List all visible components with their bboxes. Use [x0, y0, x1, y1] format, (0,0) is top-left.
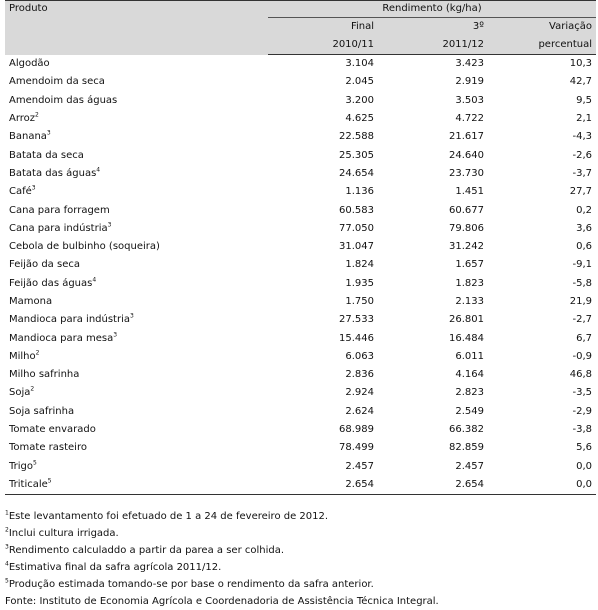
table-row	[5, 110, 596, 128]
cell-3-2011-12: 3.503	[455, 94, 484, 106]
cell-variacao: -2,7	[572, 314, 592, 326]
footnote-text: Rendimento calculaddo a partir da parea a ser colhida.	[8, 545, 285, 556]
cell-produto	[5, 73, 268, 91]
cell-variacao: 27,7	[569, 186, 592, 198]
cell-variacao: -4,3	[572, 131, 592, 143]
produto-label: Soja	[9, 387, 31, 399]
yield-table-container	[5, 0, 596, 495]
cell-final-2010-11: 1.824	[345, 259, 374, 271]
footnote-marker: 3	[107, 221, 112, 229]
cell-final-2010-11: 4.625	[345, 113, 374, 125]
footnote-marker: 2	[35, 111, 39, 119]
cell-variacao: 0,0	[488, 476, 596, 495]
cell-produto	[5, 329, 268, 347]
cell-produto	[5, 110, 268, 128]
yield-table	[5, 0, 596, 495]
table-row	[5, 256, 596, 274]
footnote-marker: 3	[31, 184, 36, 192]
cell-3-2011-12: 2.549	[455, 405, 484, 417]
produto-label: Triticale	[9, 478, 48, 490]
table-row	[5, 201, 596, 219]
table-row	[5, 238, 596, 256]
table-row	[5, 293, 596, 311]
footnote	[5, 559, 596, 576]
cell-final-2010-11: 2.924	[345, 387, 374, 399]
cell-produto	[5, 476, 268, 495]
cell-final-2010-11: 3.104	[345, 58, 374, 70]
table-row	[5, 146, 596, 164]
table-row	[5, 55, 596, 74]
header-produto: Produto	[5, 1, 268, 55]
footnote	[5, 508, 596, 525]
cell-3-2011-12: 60.677	[449, 204, 484, 216]
footnote-marker: 3	[130, 312, 134, 320]
cell-final-2010-11: 15.446	[339, 332, 374, 344]
cell-3-2011-12: 31.242	[449, 241, 484, 253]
cell-3-2011-12: 2.654	[378, 476, 488, 495]
cell-produto	[5, 128, 268, 146]
cell-produto	[5, 256, 268, 274]
cell-final-2010-11: 1.750	[345, 296, 374, 307]
footnote-marker: 5	[47, 477, 52, 485]
cell-variacao: 0,0	[576, 460, 592, 472]
cell-final-2010-11: 78.499	[339, 442, 374, 454]
footnote-marker: 3	[113, 331, 118, 339]
cell-variacao: 0,6	[576, 241, 592, 253]
produto-label: Cana para forragem	[9, 204, 110, 216]
cell-variacao: -3,7	[572, 167, 592, 179]
produto-label: Mandioca para indústria	[9, 314, 130, 326]
cell-produto	[5, 238, 268, 256]
cell-produto	[5, 421, 268, 439]
cell-variacao: -5,8	[572, 277, 592, 289]
cell-variacao: 0,2	[576, 204, 592, 216]
footnote-text: Estimativa final da safra agrícola 2011/12.	[8, 562, 222, 573]
cell-variacao: 3,6	[576, 222, 592, 234]
cell-3-2011-12: 24.640	[449, 149, 484, 161]
cell-final-2010-11: 60.583	[339, 204, 374, 216]
cell-3-2011-12: 2.919	[455, 76, 484, 88]
table-row	[5, 439, 596, 457]
cell-produto	[5, 384, 268, 402]
produto-label: Café	[9, 186, 32, 198]
produto-label: Batata da seca	[9, 149, 84, 161]
cell-variacao: 46,8	[569, 369, 592, 381]
header-col1-line1: Final	[350, 21, 374, 32]
cell-produto	[5, 92, 268, 110]
cell-final-2010-11: 2.624	[345, 405, 374, 417]
footnote-marker: 2	[30, 386, 35, 394]
produto-label: Feijão das águas	[9, 277, 93, 289]
cell-variacao: 6,7	[576, 332, 592, 344]
cell-3-2011-12: 26.801	[449, 314, 484, 326]
source-note	[5, 593, 596, 610]
produto-label: Batata das águas	[9, 167, 97, 179]
cell-produto	[5, 458, 268, 476]
table-row	[5, 421, 596, 439]
table-row	[5, 329, 596, 347]
cell-final-2010-11: 1.935	[345, 277, 374, 289]
table-row	[5, 476, 596, 495]
cell-variacao: 9,5	[576, 94, 592, 106]
produto-label: Cebola de bulbinho (soqueira)	[9, 241, 160, 253]
produto-label: Tomate envarado	[9, 424, 96, 436]
produto-label: Milho safrinha	[9, 369, 80, 381]
table-row	[5, 128, 596, 146]
cell-3-2011-12: 2.457	[455, 460, 484, 472]
cell-produto	[5, 293, 268, 311]
cell-produto	[5, 183, 268, 201]
cell-produto	[5, 311, 268, 329]
cell-produto	[5, 220, 268, 238]
table-row	[5, 275, 596, 293]
produto-label: Feijão da seca	[9, 259, 80, 271]
cell-3-2011-12: 1.823	[455, 277, 484, 289]
table-row	[5, 366, 596, 384]
cell-produto	[5, 201, 268, 219]
table-row	[5, 384, 596, 402]
cell-produto	[5, 275, 268, 293]
cell-variacao: -0,9	[572, 350, 592, 362]
cell-produto	[5, 439, 268, 457]
cell-final-2010-11: 1.136	[345, 186, 374, 198]
footnote	[5, 576, 596, 593]
cell-final-2010-11: 27.533	[339, 314, 374, 326]
cell-variacao: 42,7	[569, 76, 592, 88]
cell-3-2011-12: 2.133	[455, 296, 484, 307]
cell-3-2011-12: 79.806	[449, 222, 484, 234]
cell-3-2011-12: 1.657	[455, 259, 484, 271]
cell-final-2010-11: 6.063	[345, 350, 374, 362]
produto-label: Algodão	[9, 57, 50, 69]
cell-variacao: -3,5	[572, 387, 592, 399]
table-header	[5, 1, 596, 55]
cell-final-2010-11: 2.457	[345, 460, 374, 472]
cell-3-2011-12: 6.011	[455, 350, 484, 362]
cell-variacao: -9,1	[572, 259, 592, 271]
cell-3-2011-12: 66.382	[449, 424, 484, 436]
cell-variacao: 5,6	[576, 442, 592, 454]
cell-final-2010-11: 2.836	[345, 369, 374, 381]
cell-final-2010-11: 22.588	[339, 131, 374, 143]
cell-variacao: 21,9	[569, 296, 592, 307]
header-col3-line1: Variação	[549, 21, 592, 32]
cell-3-2011-12: 21.617	[449, 131, 484, 143]
header-rendimento: Rendimento (kg/ha)	[268, 1, 596, 18]
cell-final-2010-11: 68.989	[339, 424, 374, 436]
footnote-number: 4	[5, 560, 9, 568]
footnote-number: 3	[5, 543, 9, 551]
footnote-marker: 3	[46, 130, 51, 137]
table-row	[5, 348, 596, 366]
cell-variacao: -2,6	[572, 149, 592, 161]
cell-final-2010-11: 31.047	[339, 241, 374, 253]
footnote-marker: 4	[92, 276, 97, 284]
produto-label: Milho	[9, 350, 36, 362]
footnote	[5, 542, 596, 559]
cell-final-2010-11: 77.050	[339, 222, 374, 234]
header-col2-line1: 3º	[472, 21, 484, 32]
table-body	[5, 55, 596, 495]
produto-label: Cana para indústria	[9, 222, 108, 234]
footnote-text: Produção estimada tomando-se por base o rendimento da safra anterior.	[8, 579, 374, 590]
cell-3-2011-12: 2.823	[455, 387, 484, 399]
produto-label: Banana	[9, 131, 47, 143]
table-row	[5, 165, 596, 183]
footnote-number: 2	[5, 526, 9, 534]
footnote-marker: 5	[33, 459, 37, 467]
cell-variacao: -2,9	[572, 405, 592, 417]
produto-label: Mandioca para mesa	[9, 332, 114, 344]
footnote-marker: 4	[96, 166, 101, 174]
cell-3-2011-12: 3.423	[455, 58, 484, 70]
cell-final-2010-11: 24.654	[339, 167, 374, 179]
cell-3-2011-12: 23.730	[449, 167, 484, 179]
cell-produto	[5, 55, 268, 74]
cell-3-2011-12: 82.859	[449, 442, 484, 454]
table-row	[5, 458, 596, 476]
cell-produto	[5, 403, 268, 421]
table-row	[5, 92, 596, 110]
table-row	[5, 220, 596, 238]
table-row	[5, 183, 596, 201]
produto-label: Mamona	[9, 296, 53, 307]
cell-produto	[5, 348, 268, 366]
footnote-text: Este levantamento foi efetuado de 1 a 24 de fevereiro de 2012.	[8, 511, 329, 522]
cell-variacao: -3,8	[572, 424, 592, 436]
cell-final-2010-11: 2.654	[268, 476, 378, 495]
cell-final-2010-11: 3.200	[345, 94, 374, 106]
table-row	[5, 403, 596, 421]
produto-label: Arroz	[9, 113, 36, 125]
footnote-number: 5	[5, 577, 9, 585]
produto-label: Amendoim da seca	[9, 76, 105, 88]
header-col3-line2: percentual	[488, 36, 596, 55]
header-col1-line2: 2010/11	[268, 36, 378, 55]
produto-label: Trigo	[9, 460, 33, 472]
footnote-marker: 2	[35, 349, 40, 357]
produto-label: Tomate rasteiro	[9, 442, 87, 454]
produto-label: Amendoim das águas	[9, 94, 118, 106]
cell-3-2011-12: 1.451	[455, 186, 484, 198]
footnotes	[5, 508, 596, 610]
cell-variacao: 2,1	[576, 113, 592, 125]
table-row	[5, 73, 596, 91]
cell-produto	[5, 366, 268, 384]
cell-3-2011-12: 16.484	[449, 332, 484, 344]
cell-final-2010-11: 2.045	[345, 76, 374, 88]
cell-3-2011-12: 4.722	[455, 113, 484, 125]
header-col2-line2: 2011/12	[378, 36, 488, 55]
footnote-text: Fonte: Instituto de Economia Agrícola e Coordenadoria de Assistência Técnica Integral.	[5, 596, 439, 607]
table-row	[5, 311, 596, 329]
cell-variacao: 10,3	[569, 58, 592, 70]
produto-label: Soja safrinha	[9, 405, 75, 417]
cell-produto	[5, 165, 268, 183]
cell-3-2011-12: 4.164	[455, 369, 484, 381]
footnote-text: Inclui cultura irrigada.	[8, 528, 119, 539]
cell-final-2010-11: 25.305	[339, 149, 374, 161]
footnote	[5, 525, 596, 542]
cell-produto	[5, 146, 268, 164]
footnote-number: 1	[5, 509, 9, 517]
